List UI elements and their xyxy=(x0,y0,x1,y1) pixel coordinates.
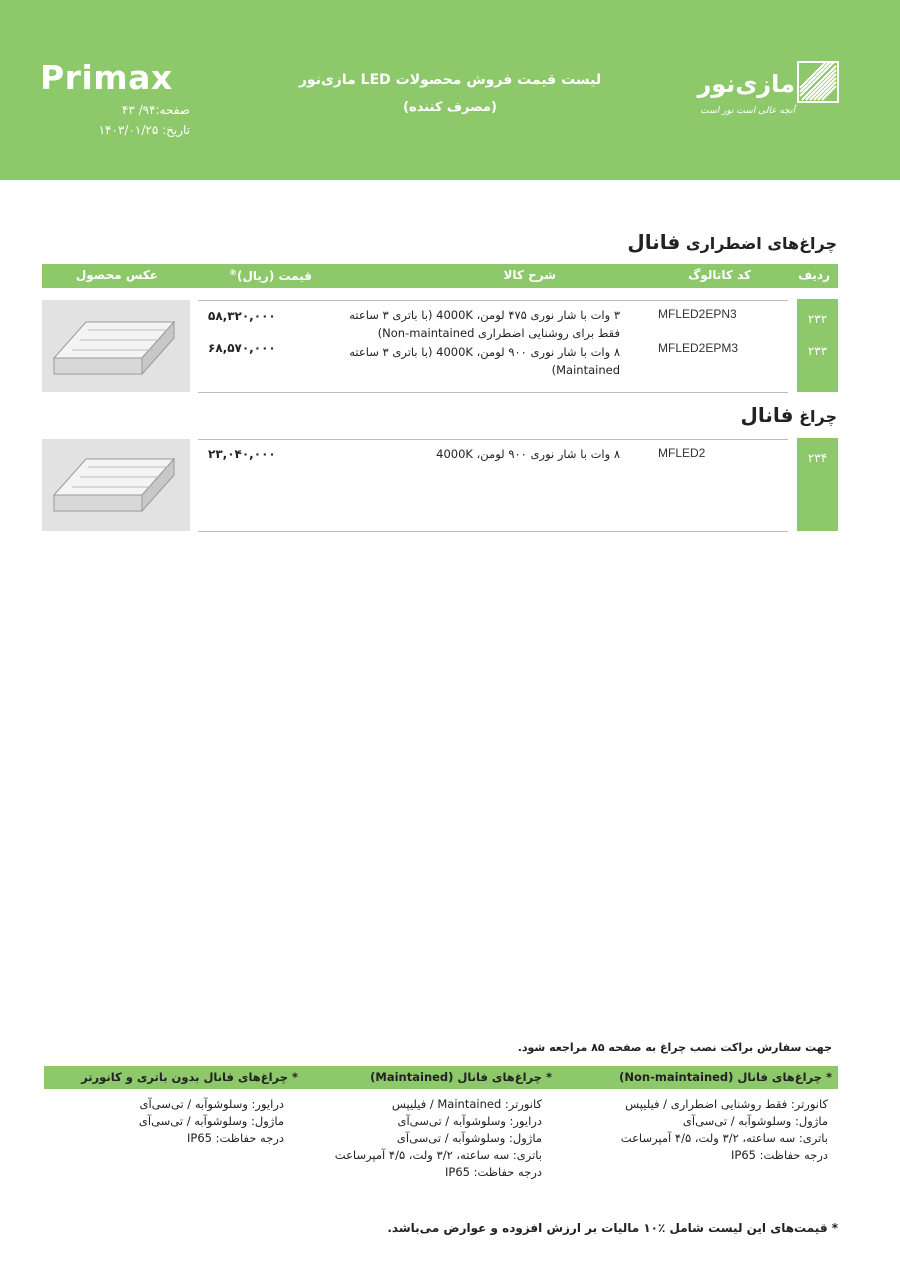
col-header-desc: شرح کالا xyxy=(503,268,556,282)
spec-line: درجه حفاظت: IP65 xyxy=(187,1131,284,1145)
brand-name: Primax xyxy=(40,58,173,97)
spec-line: ماژول: وسلوشوآبه / تی‌سی‌آی xyxy=(682,1114,828,1128)
page-number: صفحه:۹۴/ ۴۳ xyxy=(121,103,190,117)
price: ۵۸,۳۲۰,۰۰۰ xyxy=(208,309,276,323)
spec-list-maintained xyxy=(335,1096,542,1181)
row-number: ۲۳۴ xyxy=(807,451,828,465)
bracket-note: جهت سفارش براکت نصب چراغ به صفحه ۸۵ مراجعه شود. xyxy=(517,1041,832,1054)
row-number-column xyxy=(797,438,838,531)
description-line: ۳ وات با شار نوری ۴۷۵ لومن، 4000K (با باتری ۳ ساعته xyxy=(349,308,620,322)
section-title-prefix: چراغ xyxy=(799,407,837,426)
spec-line: درایور: وسلوشوآبه / تی‌سی‌آی xyxy=(397,1114,542,1128)
section-title-fanal xyxy=(741,403,837,427)
vat-note: * قیمت‌های این لیست شامل ٪۱۰ مالیات بر ارزش افزوده و عوارض می‌باشد. xyxy=(387,1221,838,1235)
date: تاریخ: ۱۴۰۳/۰۱/۲۵ xyxy=(98,123,190,137)
description-line: ۸ وات با شار نوری ۹۰۰ لومن، 4000K xyxy=(436,447,620,461)
section-title-name: فانال xyxy=(627,230,681,254)
section-title-name: فانال xyxy=(740,403,794,427)
catalog-code: MFLED2 xyxy=(658,446,706,460)
luminaire-icon xyxy=(42,439,190,531)
product-image xyxy=(42,300,190,392)
price: ۲۳,۰۴۰,۰۰۰ xyxy=(208,447,276,461)
emergency-luminaire-icon xyxy=(42,300,190,392)
col-header-price xyxy=(229,268,312,283)
spec-line: درجه حفاظت: IP65 xyxy=(731,1148,828,1162)
logo-text: مازی‌نور xyxy=(697,70,795,98)
page-info xyxy=(40,100,190,140)
col-header-code: کد کاتالوگ xyxy=(688,268,751,282)
row-divider xyxy=(198,439,788,440)
product-description xyxy=(290,306,620,342)
spec-list-non-maintained xyxy=(621,1096,828,1164)
section-title-prefix: چراغ‌های اضطراری xyxy=(685,234,837,253)
page-header xyxy=(0,0,900,180)
row-number: ۲۳۳ xyxy=(807,344,828,358)
spec-title-no-battery: * چراغ‌های فانال بدون باتری و کانورتر xyxy=(81,1070,298,1084)
description-line: ۸ وات با شار نوری ۹۰۰ لومن، 4000K (با باتری ۳ ساعته xyxy=(349,345,620,359)
price-list-title: لیست قیمت فروش محصولات LED مازی‌نور xyxy=(298,72,602,88)
description-line: فقط برای روشنایی اضطراری Non-maintained) xyxy=(377,326,620,340)
row-divider xyxy=(198,392,788,393)
col-header-row: ردیف xyxy=(798,268,830,282)
product-description xyxy=(290,445,620,463)
price-mark: ® xyxy=(229,268,238,277)
mazinoor-logo xyxy=(697,60,840,130)
spec-line: کانورتر: Maintained / فیلیپس xyxy=(391,1097,542,1111)
row-number: ۲۳۲ xyxy=(807,312,828,326)
row-number-column xyxy=(797,299,838,392)
logo-tagline: آنچه عالی است نور است xyxy=(700,106,795,116)
section-title-emergency xyxy=(627,230,837,254)
specs-header xyxy=(44,1066,838,1089)
spec-line: ماژول: وسلوشوآبه / تی‌سی‌آی xyxy=(138,1114,284,1128)
product-image xyxy=(42,439,190,531)
spec-title-maintained: * چراغ‌های فانال (Maintained) xyxy=(370,1070,552,1084)
price-list-subtitle: (مصرف کننده) xyxy=(403,100,497,115)
catalog-code: MFLED2EPM3 xyxy=(658,341,739,355)
table-header xyxy=(42,264,838,288)
spec-line: ماژول: وسلوشوآبه / تی‌سی‌آی xyxy=(396,1131,542,1145)
spec-line: باتری: سه ساعته، ۳/۲ ولت، ۴/۵ آمپرساعت xyxy=(334,1148,542,1162)
spec-line: باتری: سه ساعته، ۳/۲ ولت، ۴/۵ آمپرساعت xyxy=(620,1131,828,1145)
description-line: Maintained) xyxy=(551,363,620,377)
col-header-price-label: قیمت (ریال) xyxy=(237,269,312,283)
spec-line: درجه حفاظت: IP65 xyxy=(445,1165,542,1179)
row-divider xyxy=(198,300,788,301)
spec-list-no-battery xyxy=(139,1096,284,1147)
col-header-image: عکس محصول xyxy=(75,268,158,282)
spec-line: درایور: وسلوشوآبه / تی‌سی‌آی xyxy=(139,1097,284,1111)
catalog-code: MFLED2EPN3 xyxy=(658,307,737,321)
price: ۶۸,۵۷۰,۰۰۰ xyxy=(208,341,276,355)
product-description xyxy=(290,343,620,379)
spec-line: کانورتر: فقط روشنایی اضطراری / فیلیپس xyxy=(625,1097,828,1111)
spec-title-non-maintained: * چراغ‌های فانال (Non-maintained) xyxy=(619,1070,832,1084)
row-divider xyxy=(198,531,788,532)
